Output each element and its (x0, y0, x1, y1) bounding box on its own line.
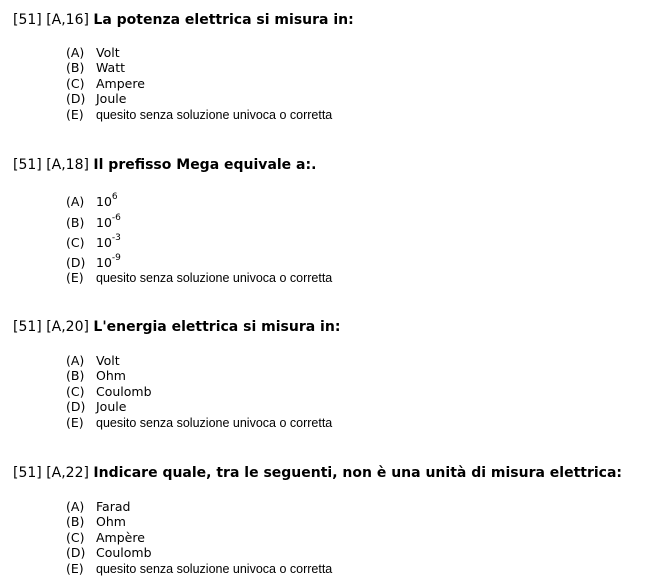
option-base: 10 (96, 255, 112, 270)
option-text: Volt (96, 353, 120, 368)
option-text: Coulomb (96, 545, 152, 560)
option-letter: (E) (66, 415, 84, 430)
option-b (66, 60, 125, 75)
option-text: Ohm (96, 514, 126, 529)
option-exponent: 6 (111, 191, 118, 202)
option-e (66, 107, 332, 123)
option-e (66, 415, 332, 431)
option-b (66, 514, 126, 529)
option-letter: (B) (66, 368, 85, 383)
option-a (66, 353, 120, 368)
option-text: Ohm (96, 368, 126, 383)
option-letter: (C) (66, 530, 85, 545)
option-letter: (E) (66, 561, 84, 576)
option-letter: (B) (66, 215, 85, 230)
option-base: 10 (96, 215, 112, 230)
option-text: Joule (96, 91, 127, 106)
question-code: [51] [A,22] (13, 465, 89, 481)
option-d (66, 252, 121, 270)
option-letter: (D) (66, 545, 86, 560)
option-letter: (D) (66, 91, 86, 106)
option-letter: (A) (66, 353, 85, 368)
option-text: Ampère (96, 530, 145, 545)
option-exponent: -6 (111, 212, 121, 223)
option-letter: (C) (66, 384, 85, 399)
option-base: 10 (96, 235, 112, 250)
option-letter: (D) (66, 399, 86, 414)
question-code: [51] [A,16] (13, 12, 89, 28)
option-letter: (D) (66, 255, 86, 270)
question-header (13, 156, 316, 174)
option-letter: (A) (66, 499, 85, 514)
option-exponent: -9 (111, 252, 121, 263)
option-text: Watt (96, 60, 126, 75)
option-d (66, 91, 126, 106)
option-letter: (E) (66, 270, 84, 285)
option-b (66, 212, 121, 230)
question-code: [51] [A,20] (13, 319, 89, 335)
option-text: quesito senza soluzione univoca o corretta (96, 416, 333, 430)
option-text: Farad (96, 499, 131, 514)
option-d (66, 399, 126, 414)
question-header (13, 318, 340, 336)
option-text: quesito senza soluzione univoca o corretta (96, 271, 333, 285)
option-text: Volt (96, 45, 120, 60)
option-base: 10 (96, 194, 112, 209)
option-c (66, 530, 145, 545)
question-text: L'energia elettrica si misura in: (93, 319, 341, 335)
option-d (66, 545, 152, 560)
option-c (66, 232, 121, 250)
option-letter: (A) (66, 45, 85, 60)
question-header (13, 11, 354, 29)
question-text: La potenza elettrica si misura in: (93, 12, 354, 28)
option-text: quesito senza soluzione univoca o corretta (96, 562, 333, 576)
option-a (66, 45, 120, 60)
option-b (66, 368, 126, 383)
option-text: Coulomb (96, 384, 152, 399)
question-code: [51] [A,18] (13, 157, 89, 173)
question-text: Il prefisso Mega equivale a:. (93, 157, 317, 173)
option-text: Joule (96, 399, 127, 414)
question-header (13, 464, 622, 482)
option-a (66, 499, 130, 514)
option-exponent: -3 (111, 232, 121, 243)
option-letter: (C) (66, 76, 85, 91)
option-text: quesito senza soluzione univoca o corretta (96, 108, 333, 122)
option-text: Ampere (96, 76, 145, 91)
question-text: Indicare quale, tra le seguenti, non è una unità di misura elettrica: (93, 465, 623, 481)
option-c (66, 384, 152, 399)
option-e (66, 561, 332, 577)
option-c (66, 76, 145, 91)
option-letter: (A) (66, 194, 85, 209)
option-a (66, 191, 118, 209)
option-letter: (B) (66, 514, 85, 529)
option-letter: (C) (66, 235, 85, 250)
option-e (66, 270, 332, 286)
option-letter: (B) (66, 60, 85, 75)
option-letter: (E) (66, 107, 84, 122)
